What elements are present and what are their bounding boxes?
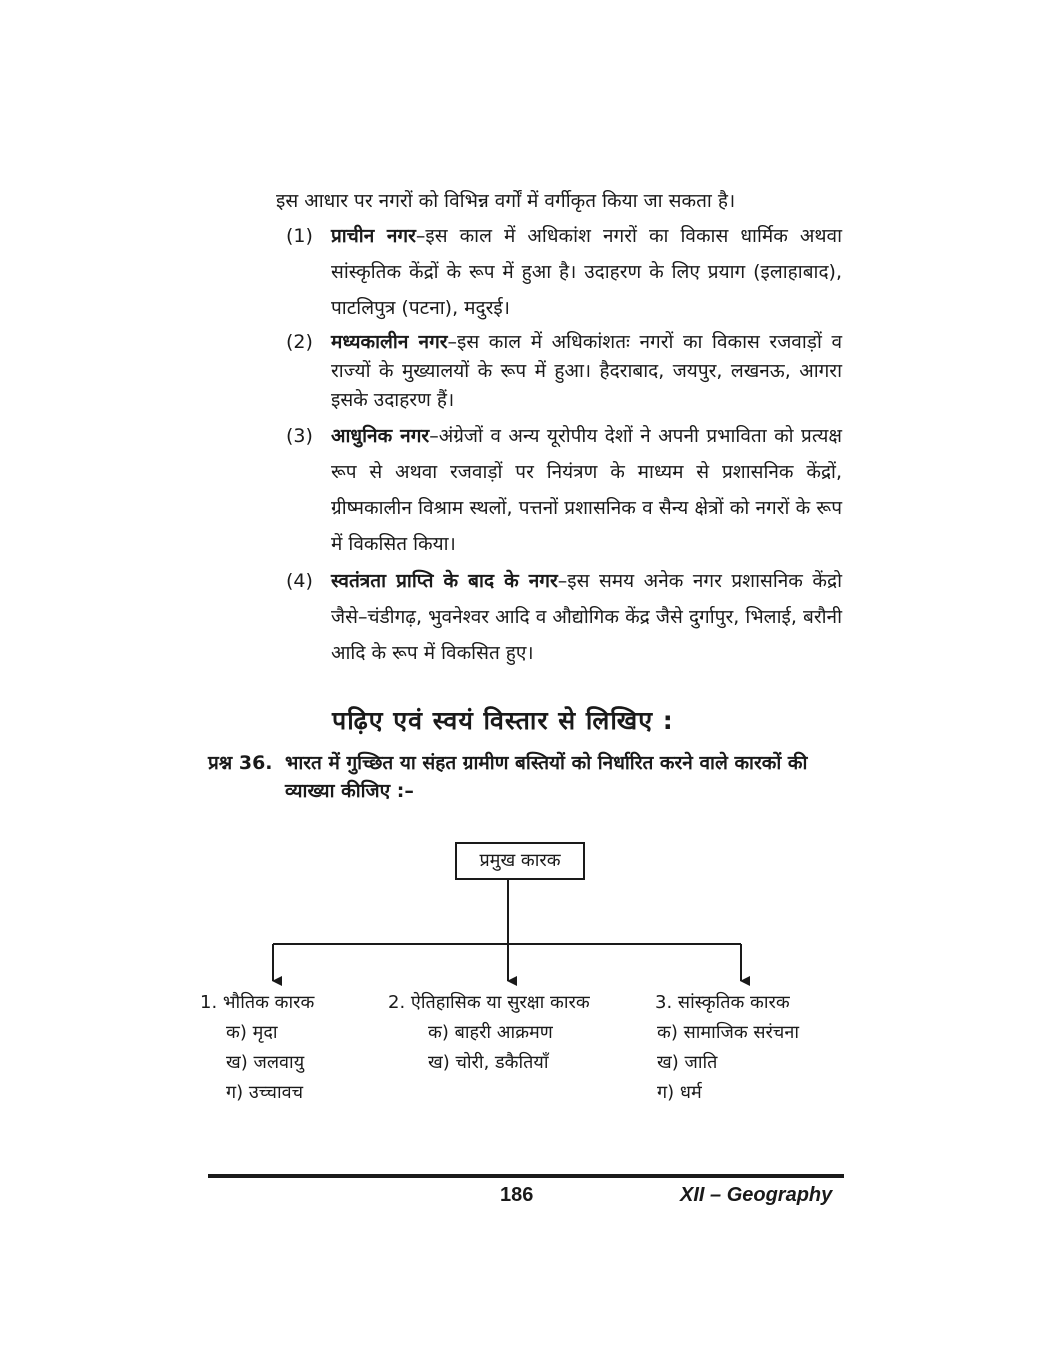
branch-cultural xyxy=(655,988,799,1108)
item-text: –इस समय अनेक नगर प्रशासनिक केंद्रो जैसे–चंडीगढ़, भुवनेश्वर आदि व औद्योगिक केंद्र जैसे दुर्गापुर, भिलाई, बरौनी आदि के रूप में विकसित हुए। xyxy=(331,570,842,664)
item-number: (4) xyxy=(286,570,313,592)
item-title: मध्यकालीन नगर xyxy=(331,331,448,353)
branch-item: ग) उच्चावच xyxy=(226,1082,304,1103)
page-number: 186 xyxy=(500,1184,534,1206)
branch-title: 3. सांस्कृतिक कारक xyxy=(655,992,790,1013)
branch-item: ख) जाति xyxy=(657,1052,718,1073)
branch-physical xyxy=(200,988,314,1108)
item-title: आधुनिक नगर xyxy=(331,425,430,447)
branch-item: ग) धर्म xyxy=(657,1082,702,1103)
branch-title: 2. ऐतिहासिक या सुरक्षा कारक xyxy=(388,992,590,1013)
item-title: स्वतंत्रता प्राप्ति के बाद के नगर xyxy=(331,570,558,592)
branch-item: ख) चोरी, डकैतियाँ xyxy=(428,1052,549,1073)
branch-historical xyxy=(388,988,590,1078)
item-number: (1) xyxy=(286,225,313,247)
footer-rule xyxy=(208,1174,844,1178)
item-number: (3) xyxy=(286,425,313,447)
item-title: प्राचीन नगर xyxy=(331,225,416,247)
branch-title: 1. भौतिक कारक xyxy=(200,992,315,1013)
root-node: प्रमुख कारक xyxy=(455,842,585,880)
item-text: –इस काल में अधिकांशतः नगरों का विकास रजवाड़ों व राज्यों के मुख्यालयों के रूप में हुआ। हैदराबाद, जयपुर, लखनऊ, आगरा इसके उदाहरण हैं। xyxy=(331,331,843,411)
branch-item: क) सामाजिक सरंचना xyxy=(657,1022,799,1043)
item-text: –अंग्रेजों व अन्य यूरोपीय देशों ने अपनी प्रभाविता को प्रत्यक्ष रूप से अथवा रजवाड़ों पर नियंत्रण के माध्यम से प्रशासनिक केंद्रों, ग्रीष्मकालीन विश्राम स्थलों, पत्तनों प्रशासनिक व सैन्य क्षेत्रों को नगरों के रूप में विकसित किया। xyxy=(331,425,842,555)
question-text: भारत में गुच्छित या संहत ग्रामीण बस्तियों को निर्धारित करने वाले कारकों की व्याख्या कीजिए :– xyxy=(285,752,808,802)
book-title: XII – Geography xyxy=(680,1184,833,1206)
item-text: –इस काल में अधिकांश नगरों का विकास धार्मिक अथवा सांस्कृतिक केंद्रों के रूप में हुआ है। उदाहरण के लिए प्रयाग (इलाहाबाद), पाटलिपुत्र (पटना), मदुरई। xyxy=(331,225,842,319)
section-heading: पढ़िए एवं स्वयं विस्तार से लिखिए : xyxy=(332,706,674,735)
branch-item: क) बाहरी आक्रमण xyxy=(428,1022,553,1043)
item-number: (2) xyxy=(286,331,313,353)
branch-item: ख) जलवायु xyxy=(226,1052,305,1073)
branch-item: क) मृदा xyxy=(226,1022,278,1043)
question-label: प्रश्न 36. xyxy=(208,752,273,774)
intro-text: इस आधार पर नगरों को विभिन्न वर्गों में वर्गीकृत किया जा सकता है। xyxy=(276,190,736,212)
